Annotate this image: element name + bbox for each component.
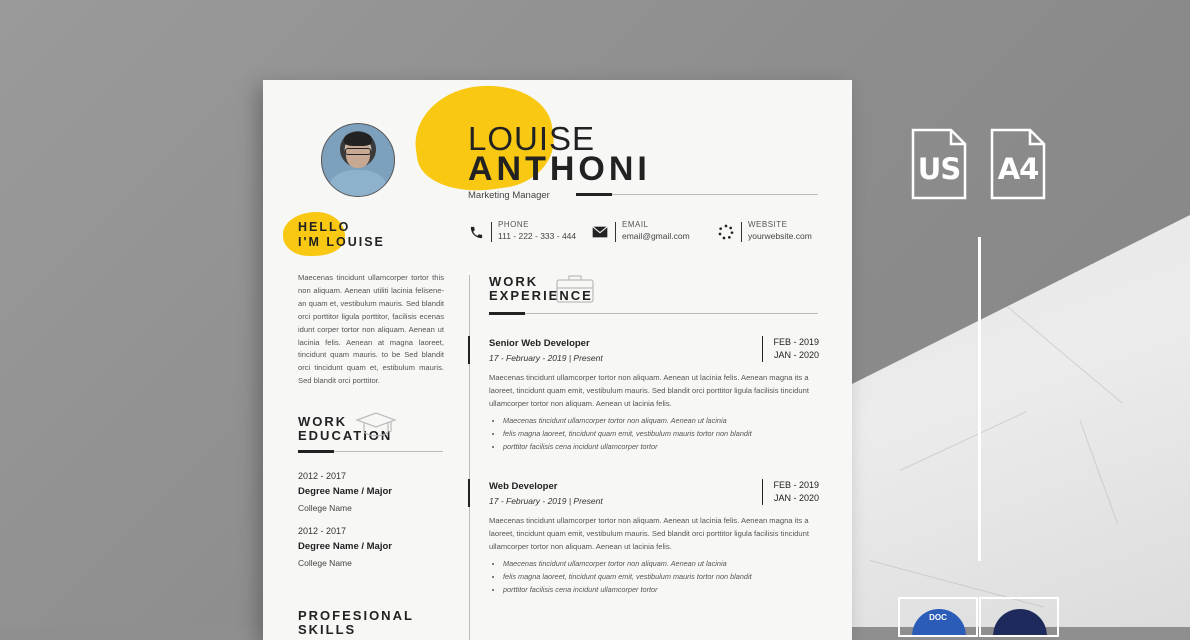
job-bullet: • Maecenas tincidunt ullamcorper tortor non aliquam. Aenean ut lacinia [503, 414, 819, 427]
phone-icon [467, 223, 485, 241]
education-heading-line1: WORK [298, 414, 348, 429]
education-years: 2012 - 2017 [298, 526, 347, 536]
job-title: Marketing Manager [468, 190, 550, 201]
education-college: College Name [298, 503, 352, 513]
job-period-end: JAN - 2020 [773, 350, 819, 360]
format-us-label: US [917, 152, 961, 186]
experience-heading-line2: EXPERIENCE [489, 288, 593, 303]
format-us-badge [911, 128, 967, 200]
job-period-start: FEB - 2019 [773, 337, 819, 347]
skills-heading [298, 609, 414, 637]
job-bullet: • felis magna laoreet, tincidunt quam emit, vestibulum mauris tortor non blandit [503, 570, 819, 583]
graduation-cap-icon [355, 410, 397, 447]
job-role: Web Developer [489, 481, 558, 492]
job-dates: 17 - February - 2019 | Present [489, 496, 603, 506]
education-item [298, 526, 392, 568]
hello-line2: I'M LOUISE [298, 235, 385, 249]
experience-heading-line1: WORK [489, 274, 539, 289]
job-period-end: JAN - 2020 [773, 493, 819, 503]
job-entry [489, 481, 819, 596]
website-icon [717, 223, 735, 241]
phone-value: 111 - 222 - 333 - 444 [498, 231, 577, 241]
avatar [321, 123, 395, 197]
photoshop-app-icon [993, 609, 1047, 637]
phone-label: PHONE [498, 220, 529, 229]
education-degree: Degree Name / Major [298, 541, 392, 552]
resume-sheet [263, 80, 852, 640]
photoshop-app-badge [979, 597, 1059, 637]
word-app-label: DOC [929, 613, 947, 622]
education-degree: Degree Name / Major [298, 486, 392, 497]
skills-heading-line2: SKILLS [298, 622, 357, 637]
education-years: 2012 - 2017 [298, 471, 347, 481]
last-name: ANTHONI [468, 150, 651, 188]
email-icon [591, 223, 609, 241]
job-bullets [489, 414, 819, 453]
education-heading-line2: EDUCATION [298, 428, 393, 443]
job-dates: 17 - February - 2019 | Present [489, 353, 603, 363]
job-period [762, 336, 819, 362]
briefcase-icon [555, 272, 595, 309]
column-divider [469, 275, 470, 640]
job-description: Maecenas tincidunt ullamcorper tortor non aliquam. Aenean ut lacinia felis. Aenean magna its a laoreet, tincidunt quam emit, vestibulum mauris. Sed blandit orci porttitor ligula facilisis tincidunt ullamcorper tortor non aliquam. Aenean ut lacinia felis. [489, 516, 809, 551]
website-value: yourwebsite.com [748, 231, 812, 241]
job-description: Maecenas tincidunt ullamcorper tortor non aliquam. Aenean ut lacinia felis. Aenean magna its a laoreet, tincidunt quam emit, vestibulum mauris. Sed blandit orci porttitor ligula facilisis tincidunt ullamcorper tortor non aliquam. Aenean ut lacinia felis. [489, 373, 809, 408]
decorative-vertical-line [978, 237, 981, 561]
job-bullet: • porttitor facilisis cena incidunt ullamcorper tortor [503, 440, 819, 453]
email-label: EMAIL [622, 220, 649, 229]
job-period-start: FEB - 2019 [773, 480, 819, 490]
education-divider [298, 451, 443, 452]
skills-heading-line1: PROFESIONAL [298, 608, 414, 623]
format-a4-label: A4 [997, 152, 1039, 186]
education-item [298, 471, 392, 513]
hello-heading [298, 220, 385, 250]
job-bullet: • Maecenas tincidunt ullamcorper tortor non aliquam. Aenean ut lacinia [503, 557, 819, 570]
hello-line1: HELLO [298, 220, 351, 234]
contact-email [591, 220, 690, 242]
contact-phone [467, 220, 576, 242]
job-bullet: • porttitor facilisis cena incidunt ullamcorper tortor [503, 583, 819, 596]
job-period [762, 479, 819, 505]
job-bullets [489, 557, 819, 596]
first-name: LOUISE [468, 120, 596, 157]
email-value: email@gmail.com [622, 231, 690, 241]
contact-website [717, 220, 812, 242]
website-label: WEBSITE [748, 220, 788, 229]
job-entry [489, 338, 819, 453]
title-divider [576, 194, 818, 195]
job-role: Senior Web Developer [489, 338, 590, 349]
word-app-badge [898, 597, 978, 637]
format-a4-badge [990, 128, 1046, 200]
experience-divider [489, 313, 818, 314]
about-text: Maecenas tincidunt ullamcorper tortor this non aliquam. Aenean utiliti lacinia felisene-an quam et, vestibulum mauris. Sed blandit orci porttitor ligula porttitor, facilisis ecenas idunt corper tortor non aliquam. Aenean ut lacinia felis. Aenean at magna laoreet, tincidunt quam mauris. to be Sed blandit orci tincidunt quam et, estibulum mauris. Sed blandit orci porttitor. [298, 273, 444, 386]
job-bullet: • felis magna laoreet, tincidunt quam emit, vestibulum mauris tortor non blandit [503, 427, 819, 440]
education-college: College Name [298, 558, 352, 568]
